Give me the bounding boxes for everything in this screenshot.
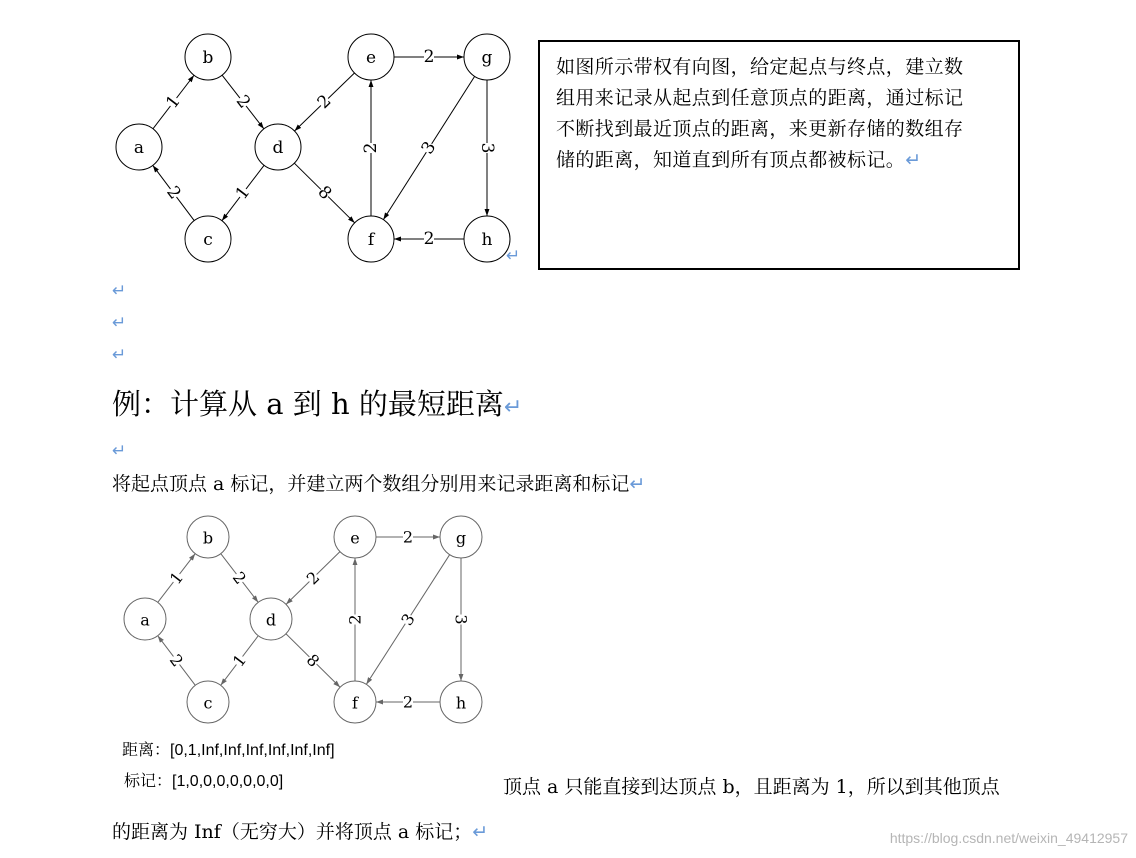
bottom-graph [0,0,500,735]
node-label-a: a [140,610,150,630]
edge-weight-b-d: 2 [228,568,251,588]
edge-weight-h-f: 2 [402,692,414,712]
node-label-h: h [455,693,467,713]
node-label-a: a [133,138,145,158]
edge-weight-d-c: 1 [228,650,251,671]
return-mark: ↵ [905,149,922,171]
node-label-b: b [202,528,214,548]
node-label-g: g [455,528,467,548]
node-label-h: h [481,230,493,250]
return-mark: ↵ [112,281,127,301]
node-label-c: c [203,693,213,713]
description-line: 储的距离，知道直到所有顶点都被标记。 [556,149,906,171]
return-mark: ↵ [112,313,127,333]
return-mark: ↵ [472,821,489,843]
distance-array: 距离：[0,1,Inf,Inf,Inf,Inf,Inf,Inf] [122,742,335,759]
edge-weight-a-b: 1 [165,568,188,588]
return-mark: ↵ [629,473,646,495]
edge-weight-c-a: 2 [165,650,188,671]
edge-weight-e-g: 2 [423,47,435,67]
node-label-g: g [481,48,493,68]
edge-weight-b-d: 2 [231,91,255,113]
description-box [538,40,1020,270]
edge-weight-d-c: 1 [231,182,255,204]
edge-weight-f-e: 2 [361,142,381,154]
explanation-text: 的距离为 Inf（无穷大）并将顶点 a 标记； [112,821,473,843]
explanation-line-1: 顶点 a 只能直接到达顶点 b，且距离为 1，所以到其他顶点 [503,776,1000,798]
description-line: 组用来记录从起点到任意顶点的距离，通过标记 [556,87,964,109]
edge-weight-h-f: 2 [423,229,435,249]
return-mark: ↵ [506,246,521,266]
node-label-e: e [350,528,360,548]
edge-weight-d-f: 8 [313,182,336,204]
edge-weight-a-b: 1 [162,91,185,113]
return-mark: ↵ [112,441,127,461]
watermark: https://blog.csdn.net/weixin_49412957 [889,830,1128,846]
heading-text: 例：计算从 a 到 h 的最短距离 [112,387,504,421]
node-label-e: e [365,48,377,68]
explanation-line-2 [112,817,488,844]
mark-array: 标记：[1,0,0,0,0,0,0,0] [124,773,284,790]
node-label-d: d [265,610,277,630]
return-mark: ↵ [112,345,127,365]
step-text: 将起点顶点 a 标记，并建立两个数组分别用来记录距离和标记 [112,473,630,495]
edge-weight-f-e: 2 [345,614,365,625]
node-label-b: b [202,48,214,68]
edge-weight-e-d: 2 [302,567,324,589]
return-mark: ↵ [503,395,523,420]
edge-weight-g-h: 3 [477,142,497,154]
edge-weight-g-h: 3 [451,614,471,625]
edge-weight-e-d: 2 [313,91,336,113]
node-label-c: c [203,230,213,250]
node-label-d: d [272,138,284,158]
edge-weight-g-f: 3 [417,138,441,158]
edge-weight-e-g: 2 [402,527,414,547]
edge-weight-c-a: 2 [162,182,185,204]
edge-weight-d-f: 8 [302,650,324,671]
description-line: 不断找到最近顶点的距离，来更新存储的数组存 [556,118,964,140]
node-label-f: f [367,230,375,250]
description-line: 如图所示带权有向图，给定起点与终点，建立数 [556,56,964,78]
edge-weight-g-f: 3 [397,610,419,629]
node-label-f: f [352,693,358,713]
